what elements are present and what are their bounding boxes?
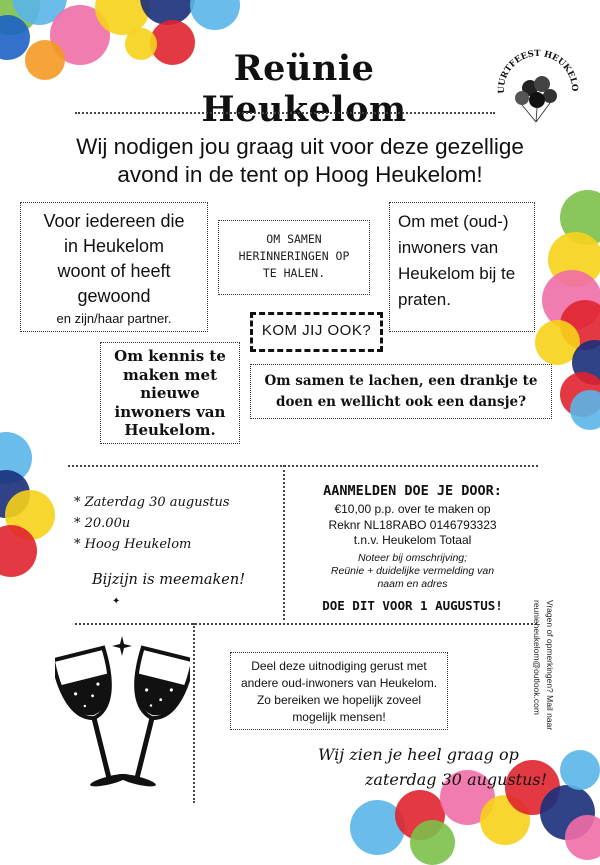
divider-lower	[75, 623, 537, 625]
audience-line-5: en zijn/haar partner.	[56, 311, 172, 326]
registration-note-2: Reünie + duidelijke vermelding van	[330, 564, 495, 577]
event-details	[74, 492, 274, 555]
divider-top	[75, 112, 495, 114]
registration-deadline: DOE DIT VOOR 1 AUGUSTUS!	[322, 597, 503, 613]
closing-line-2: zaterdag 30 augustus!	[365, 770, 548, 789]
event-place: * Hoog Heukelom	[74, 537, 192, 552]
registration-account: Reknr NL18RABO 0146793323	[328, 517, 497, 532]
share-line-4: mogelijk mensen!	[292, 710, 386, 724]
share-line-1: Deel deze uitnodiging gerust met	[251, 659, 427, 673]
laugh-text: Om samen te lachen, een drankje te doen en wellicht ook een dansje?	[264, 373, 538, 410]
question-box	[250, 312, 383, 352]
memories-box	[218, 220, 370, 295]
laugh-box	[250, 364, 552, 419]
share-box	[230, 652, 448, 730]
audience-line-4: gewoond	[77, 286, 151, 306]
contact-line-1: Vragen of opmerkingen? Mail naar	[545, 600, 555, 731]
divider-vertical-middle	[283, 465, 285, 620]
divider-vertical-lower	[193, 623, 195, 803]
logo-text: UURTFEEST HEUKELO	[496, 48, 580, 94]
wine-glasses-illustration	[55, 632, 190, 817]
sparkle-icon: ✦	[112, 596, 121, 607]
invitation-text	[20, 133, 580, 189]
contact-vertical	[526, 600, 556, 800]
audience-line-2: in Heukelom	[63, 236, 165, 256]
balloons-logo-icon	[492, 40, 582, 130]
share-line-3: Zo bereiken we hopelijk zoveel	[256, 693, 422, 707]
registration-note-1: Noteer bij omschrijving;	[357, 551, 468, 564]
chat-text: Om met (oud-) inwoners van Heukelom bij te praten.	[398, 212, 516, 309]
audience-line-1: Voor iedereen die	[43, 211, 185, 231]
meet-box	[100, 342, 240, 444]
question-text: KOM JIJ OOK?	[261, 322, 372, 339]
registration-panel	[290, 483, 535, 613]
share-line-2: andere oud-inwoners van Heukelom.	[240, 676, 438, 690]
event-date: * Zaterdag 30 augustus	[74, 495, 230, 510]
audience-box	[20, 202, 208, 332]
registration-amount: €10,00 p.p. over te maken op	[334, 502, 491, 516]
meet-text: Om kennis te maken met nieuwe inwoners van Heukelom.	[114, 347, 226, 439]
buurtfeest-logo	[492, 40, 582, 130]
page-title: Reünie Heukelom	[201, 48, 407, 130]
contact-email[interactable]: reunieheukelom@outlook.com	[532, 600, 542, 715]
event-slogan: Bijzijn is meemaken!	[92, 572, 246, 588]
chat-box	[389, 202, 535, 332]
wine-glasses-icon	[55, 632, 190, 817]
registration-note-3: naam en adres	[377, 577, 448, 590]
registration-heading: AANMELDEN DOE JE DOOR:	[323, 483, 502, 499]
memories-text: OM SAMEN HERINNERINGEN OP TE HALEN.	[238, 232, 350, 280]
invitation-line-1: Wij nodigen jou graag uit voor deze gezellige	[76, 134, 524, 159]
audience-line-3: woont of heeft	[57, 261, 171, 281]
registration-recipient: t.n.v. Heukelom Totaal	[353, 533, 472, 547]
closing-line-1: Wij zien je heel graag op	[318, 745, 519, 764]
divider-middle	[68, 465, 538, 467]
event-time: * 20.00u	[74, 516, 131, 531]
invitation-line-2: avond in de tent op Hoog Heukelom!	[117, 162, 483, 187]
